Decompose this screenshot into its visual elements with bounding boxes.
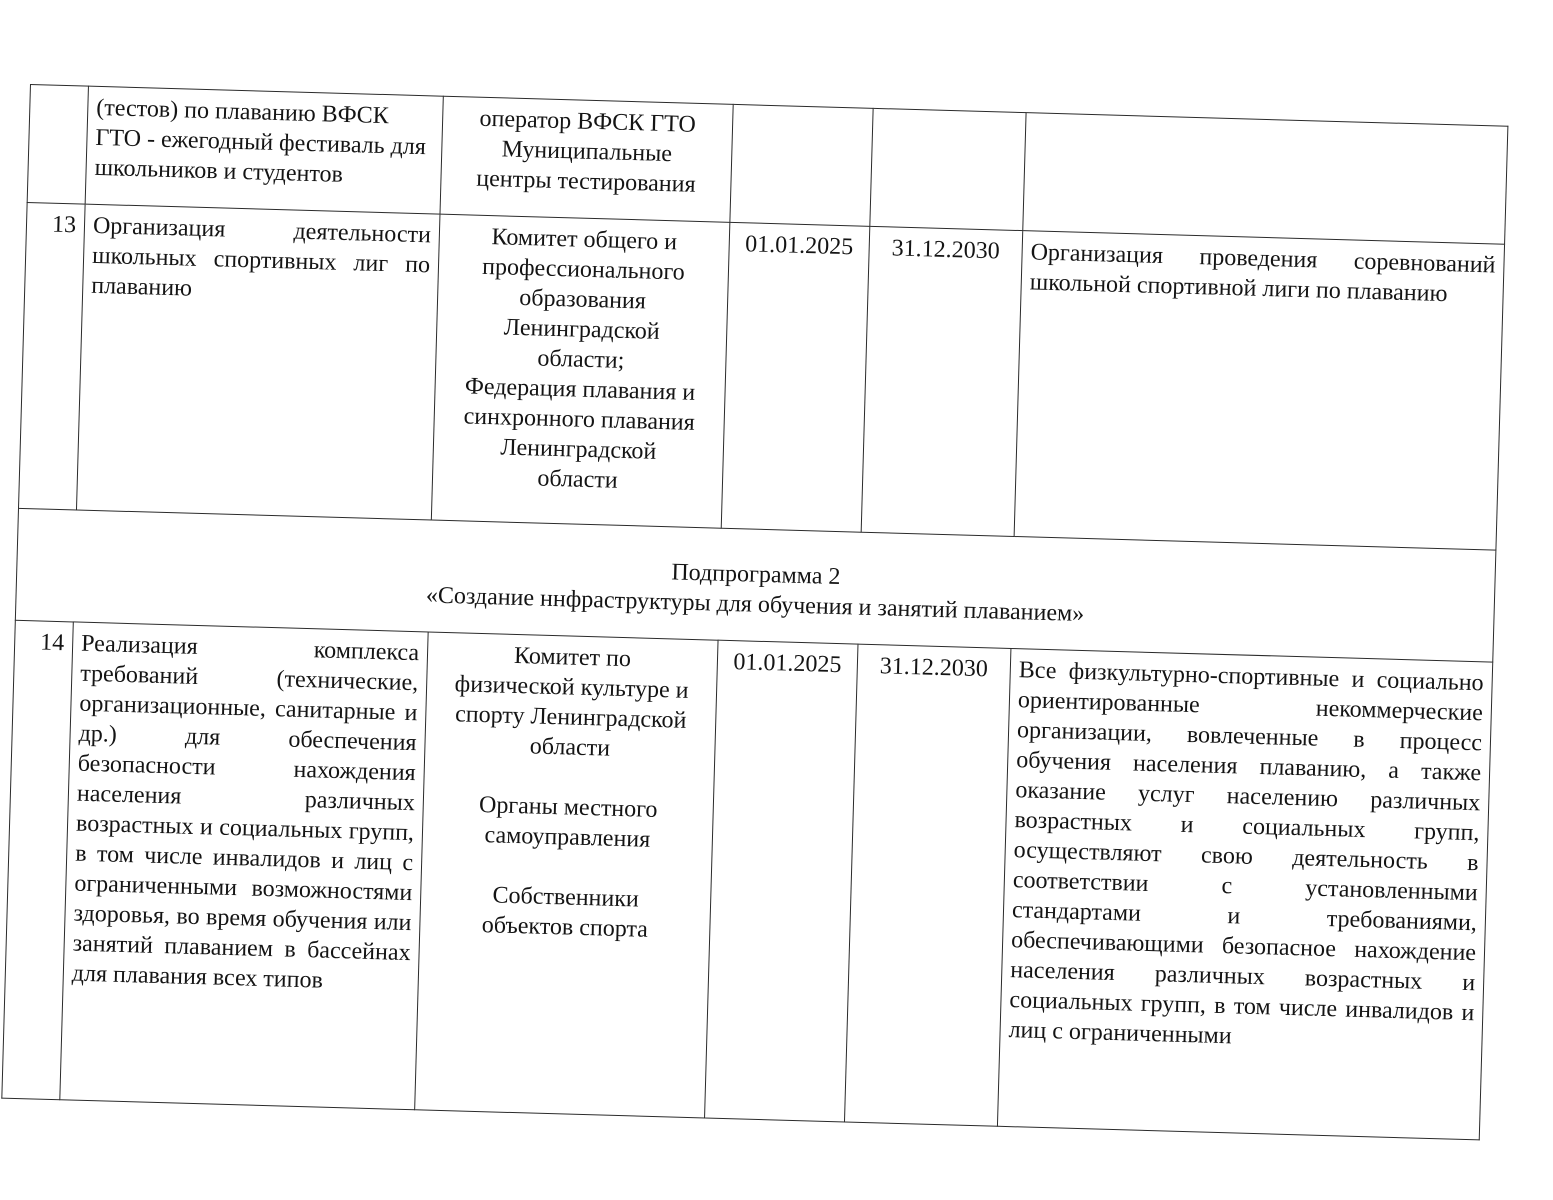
event-text: Реализация комплекса требований (технические, организационные, санитарные и др.) для обеспечения безопасности нахождения населения различных возрастных и социальных групп, в том числе инвалидов и лиц с ограниченными возможностями здоровья, во время обучения или занятий плаванием в бассейнах для плавания всех типов bbox=[71, 630, 420, 994]
executor-line: области bbox=[537, 465, 618, 494]
executor-line: самоуправления bbox=[484, 822, 651, 853]
executor-line: оператор ВФСК ГТО bbox=[479, 105, 697, 138]
end-date-cell bbox=[861, 226, 1023, 536]
end-date-cell bbox=[870, 108, 1026, 230]
event-cell bbox=[76, 204, 440, 520]
event-cell bbox=[60, 622, 428, 1110]
row-number: 13 bbox=[51, 211, 77, 239]
row-number: 14 bbox=[39, 629, 65, 657]
table-row bbox=[2, 620, 1493, 1140]
start-date-cell bbox=[721, 222, 870, 532]
result-text: Все физкультурно-спортивные и социально ориентированные некоммерческие организации, вовлеченные в процесс обучения населения плаванию, а также оказание услуг населению различных возрастных и социальных групп, осуществляют свою деятельность в соответствии с установленными стандартами и требованиями, обеспечивающими безопасное нахождение населения различных возрастных и социальных групп, в том числе инвалидов и лиц с ограниченными bbox=[1008, 657, 1485, 1050]
start-date: 01.01.2025 bbox=[744, 231, 854, 261]
end-date: 31.12.2030 bbox=[891, 235, 1001, 265]
subprogram-name: «Создание ннфраструктуры для обучения и занятий плаванием» bbox=[425, 582, 1085, 628]
row-number-cell bbox=[27, 85, 88, 205]
executor-line: физической культуре и bbox=[454, 671, 689, 704]
executor-line: центры тестирования bbox=[475, 165, 696, 198]
executor-line: Муниципальные bbox=[501, 136, 673, 168]
event-text: Организация деятельности школьных спортивных лиг по плаванию bbox=[90, 212, 432, 302]
table-row bbox=[18, 202, 1504, 550]
start-date-cell bbox=[705, 640, 858, 1122]
executor-line: Собственники bbox=[492, 882, 640, 913]
executor-line: объектов спорта bbox=[481, 912, 649, 943]
executor-line: Органы местного bbox=[478, 791, 658, 824]
subprogram-title: Подпрограмма 2 bbox=[671, 559, 841, 591]
executor-line: области bbox=[529, 733, 611, 762]
result-cell bbox=[1023, 113, 1508, 245]
result-text: Организация проведения соревнований школьной спортивной лиги по плаванию bbox=[1029, 239, 1496, 308]
result-cell bbox=[1014, 231, 1504, 551]
executor-line: области; bbox=[537, 345, 625, 374]
document-table-wrapper bbox=[1, 84, 1507, 1139]
executor-cell bbox=[431, 214, 730, 528]
start-date-cell bbox=[730, 104, 873, 226]
executor-line: Ленинградской bbox=[500, 434, 657, 465]
row-number-cell bbox=[18, 202, 85, 510]
executor-line: Ленинградской bbox=[503, 314, 661, 345]
executor-line: Комитет общего и bbox=[491, 224, 678, 256]
program-table bbox=[1, 84, 1508, 1140]
executor-cell bbox=[440, 96, 733, 222]
executor-line: образования bbox=[518, 284, 647, 315]
start-date: 01.01.2025 bbox=[733, 649, 842, 679]
executor-line: спорту Ленинградской bbox=[454, 701, 687, 734]
executor-line: синхронного плавания bbox=[463, 403, 696, 436]
executor-line: Комитет по bbox=[513, 642, 632, 673]
executor-line: профессионального bbox=[481, 253, 686, 286]
executor-line: Федерация плавания и bbox=[464, 373, 696, 406]
result-cell bbox=[997, 648, 1492, 1139]
event-cell bbox=[85, 86, 443, 214]
event-text: (тестов) по плаванию ВФСК ГТО - ежегодный фестиваль для школьников и студентов bbox=[94, 94, 427, 188]
executor-cell bbox=[415, 632, 718, 1118]
end-date: 31.12.2030 bbox=[879, 653, 989, 683]
end-date-cell bbox=[844, 644, 1010, 1126]
